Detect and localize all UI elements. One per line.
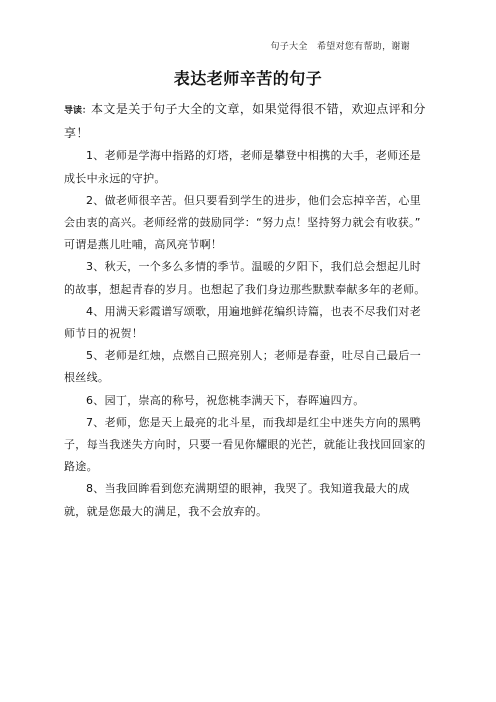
paragraph-8: 8、当我回眸看到您充满期望的眼神，我哭了。我知道我最大的成就，就是您最大的满足，我不会放弃的。: [64, 482, 410, 518]
page-title: 表达老师辛苦的句子: [173, 69, 323, 88]
intro-text: 本文是关于句子大全的文章，如果觉得很不错，欢迎点评和分享！: [64, 102, 426, 141]
intro-label: 导读：: [64, 106, 92, 116]
paragraph-5: 5、老师是红烛，点燃自己照亮别人；老师是春蚕，吐尽自己最后一根丝线。: [64, 349, 421, 385]
page-header: 句子大全 希望对您有帮助，谢谢: [270, 42, 410, 52]
paragraph-6: 6、园丁，崇高的称号，祝您桃李满天下，春晖遍四方。: [86, 393, 365, 407]
document-body: [64, 98, 427, 523]
paragraph-4: 4、用满天彩霞谱写颂歌，用遍地鲜花编织诗篇，也表不尽我们对老师节日的祝贺！: [64, 304, 421, 341]
intro-paragraph: [64, 98, 427, 145]
paragraph-3: 3、秋天，一个多么多情的季节。温暖的夕阳下，我们总会想起儿时的故事，想起青春的岁月。也想起了我们身边那些默默奉献多年的老师。: [64, 260, 426, 296]
paragraph-2: 2、做老师很辛苦。但只要看到学生的进步，他们会忘掉辛苦，心里会由衷的高兴。老师经常的鼓励同学：“努力点！坚持努力就会有收获。” 可谓是燕儿吐哺，高风亮节啊！: [64, 193, 421, 252]
paragraph-1: 1、老师是学海中指路的灯塔，老师是攀登中相携的大手，老师还是成长中永远的守护。: [64, 149, 421, 185]
paragraph-7: 7、老师，您是天上最亮的北斗星，而我却是红尘中迷失方向的黑鸭子，每当我迷失方向时，只要一看见你耀眼的光芒，就能让我找回回家的路途。: [64, 415, 426, 474]
